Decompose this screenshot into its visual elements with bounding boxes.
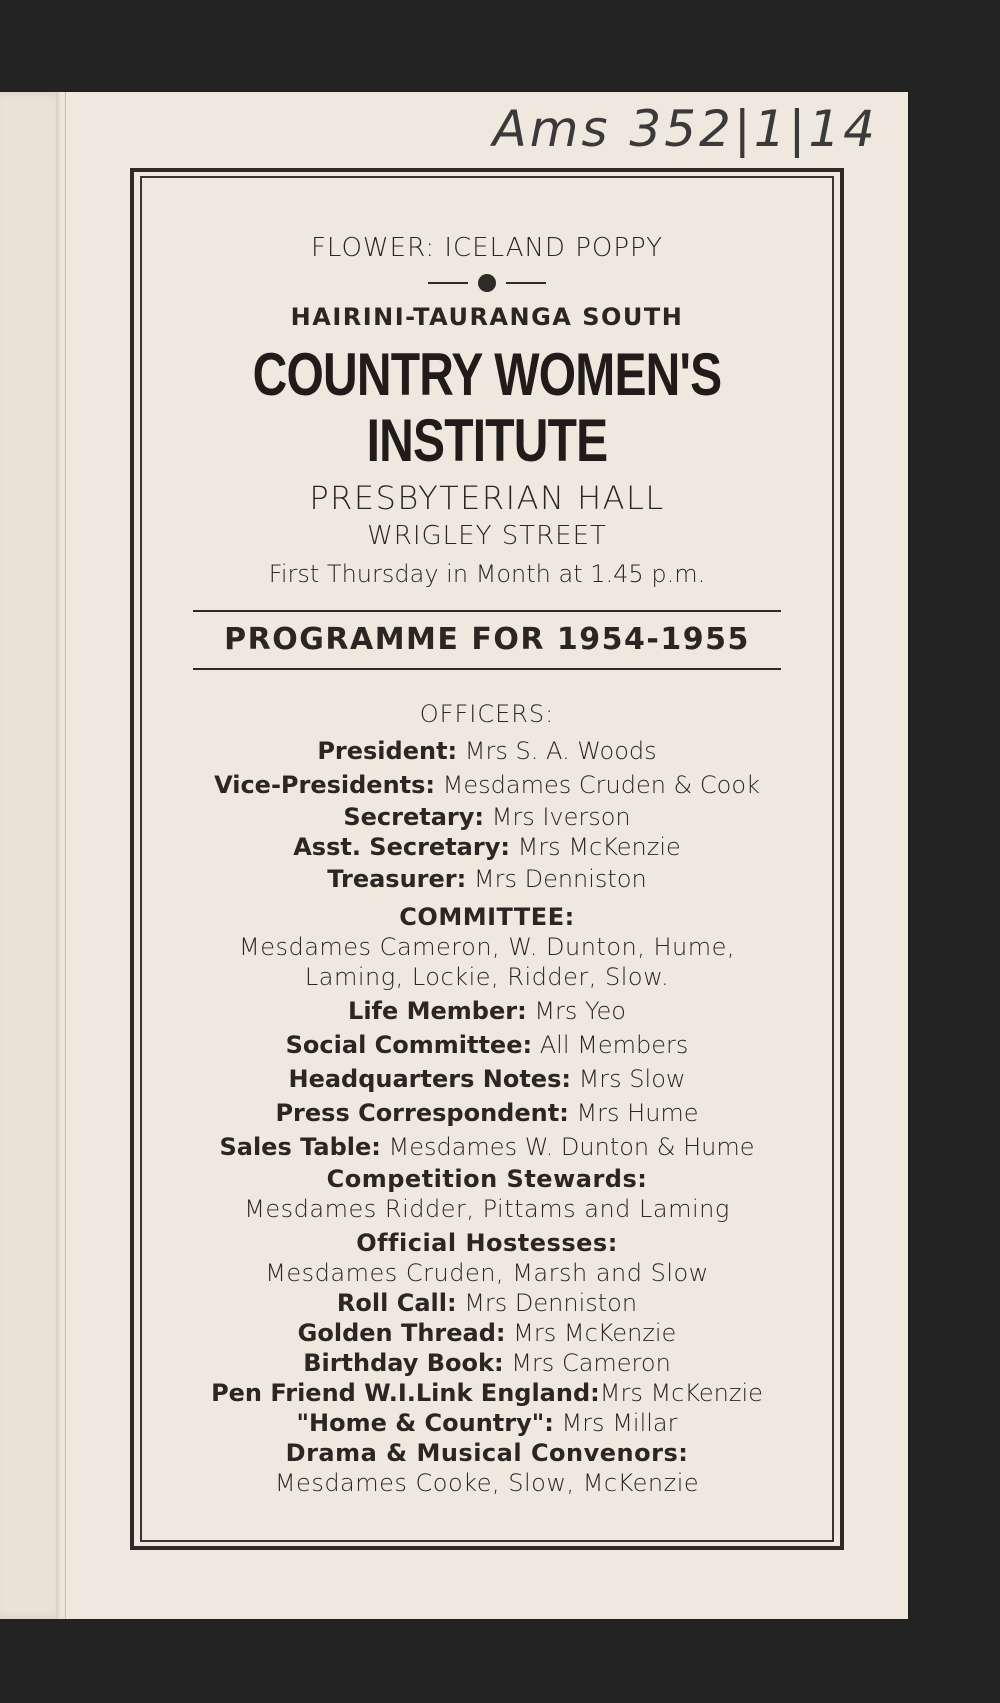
competition-stewards-names: Mesdames Ridder, Pittams and Laming (244, 1195, 730, 1223)
asst-secretary-value: Mrs McKenzie (517, 833, 681, 861)
programme-rule-bottom (193, 668, 781, 670)
press-correspondent-label: Press Correspondent: (275, 1099, 569, 1127)
asst-secretary-row (146, 832, 828, 862)
divider-dot-icon (478, 274, 496, 292)
life-member-row (146, 994, 828, 1028)
social-committee-label: Social Committee: (285, 1031, 533, 1059)
venue-hall: PRESBYTERIAN HALL (309, 479, 665, 517)
golden-thread-label: Golden Thread: (297, 1319, 506, 1347)
officers-heading: OFFICERS: (419, 700, 555, 728)
drama-musical-heading: Drama & Musical Convenors: (285, 1439, 689, 1467)
ornament-divider (146, 272, 828, 294)
pen-friend-label: Pen Friend W.I.Link England: (211, 1379, 600, 1407)
venue-street: WRIGLEY STREET (367, 521, 607, 551)
golden-thread-row (146, 1318, 828, 1348)
home-and-country-value: Mrs Millar (561, 1409, 678, 1437)
committee-heading: COMMITTEE: (399, 903, 575, 931)
headquarters-notes-value: Mrs Slow (578, 1065, 686, 1093)
life-member-value: Mrs Yeo (534, 997, 626, 1025)
programme-card (66, 92, 908, 1619)
pen-friend-row (146, 1378, 828, 1408)
roll-call-value: Mrs Denniston (464, 1289, 638, 1317)
pen-friend-value: Mrs McKenzie (599, 1379, 763, 1407)
fold-crease (56, 92, 66, 1619)
official-hostesses-heading: Official Hostesses: (356, 1229, 618, 1257)
president-value: Mrs S. A. Woods (464, 737, 657, 765)
competition-stewards-heading: Competition Stewards: (326, 1165, 648, 1193)
meeting-time: First Thursday in Month at 1.45 p.m. (268, 560, 706, 588)
roll-call-label: Roll Call: (336, 1289, 457, 1317)
committee-names-line-1: Mesdames Cameron, W. Dunton, Hume, (238, 933, 736, 961)
flower-line: FLOWER: ICELAND POPPY (310, 233, 664, 263)
asst-secretary-label: Asst. Secretary: (293, 833, 510, 861)
organisation-title: COUNTRY WOMEN'S INSTITUTE (252, 341, 722, 474)
home-and-country-row (146, 1408, 828, 1438)
drama-musical-names: Mesdames Cooke, Slow, McKenzie (274, 1469, 700, 1497)
birthday-book-value: Mrs Cameron (511, 1349, 671, 1377)
treasurer-label: Treasurer: (327, 865, 467, 893)
secretary-row (146, 802, 828, 832)
headquarters-notes-row (146, 1062, 828, 1096)
sales-table-row (146, 1130, 828, 1164)
branch-name: HAIRINI-TAURANGA SOUTH (290, 303, 684, 331)
life-member-label: Life Member: (348, 997, 527, 1025)
treasurer-value: Mrs Denniston (473, 865, 647, 893)
secretary-value: Mrs Iverson (491, 803, 631, 831)
home-and-country-label: "Home & Country": (296, 1409, 554, 1437)
treasurer-row (146, 862, 828, 896)
social-committee-row (146, 1028, 828, 1062)
president-row (146, 734, 828, 768)
press-correspondent-row (146, 1096, 828, 1130)
vice-presidents-value: Mesdames Cruden & Cook (442, 771, 760, 799)
vice-presidents-row (146, 768, 828, 802)
card-content (146, 232, 828, 1498)
golden-thread-value: Mrs McKenzie (513, 1319, 677, 1347)
headquarters-notes-label: Headquarters Notes: (288, 1065, 571, 1093)
committee-names-line-2: Laming, Lockie, Ridder, Slow. (304, 963, 670, 991)
roll-call-row (146, 1288, 828, 1318)
secretary-label: Secretary: (343, 803, 484, 831)
social-committee-value: All Members (539, 1031, 689, 1059)
sales-table-label: Sales Table: (219, 1133, 381, 1161)
birthday-book-label: Birthday Book: (303, 1349, 504, 1377)
programme-title: PROGRAMME FOR 1954-1955 (224, 622, 750, 657)
press-correspondent-value: Mrs Hume (576, 1099, 699, 1127)
birthday-book-row (146, 1348, 828, 1378)
shelfmark-annotation: Ams 352|1|14 (492, 100, 878, 158)
vice-presidents-label: Vice-Presidents: (214, 771, 436, 799)
divider-line-left (428, 282, 468, 284)
divider-line-right (506, 282, 546, 284)
president-label: President: (317, 737, 458, 765)
official-hostesses-names: Mesdames Cruden, Marsh and Slow (265, 1259, 709, 1287)
sales-table-value: Mesdames W. Dunton & Hume (388, 1133, 755, 1161)
